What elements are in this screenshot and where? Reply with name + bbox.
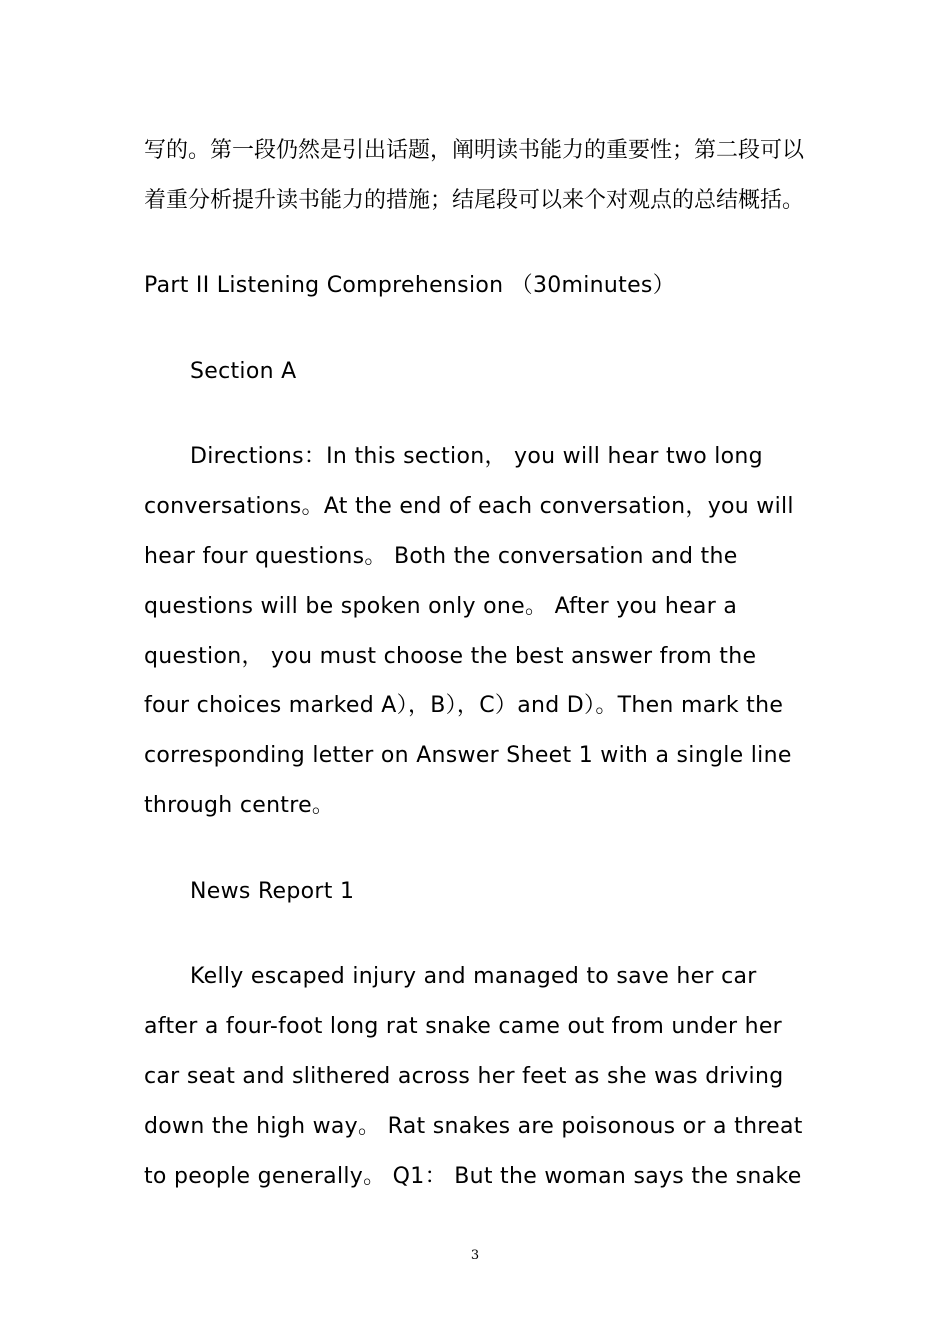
news-report-title: News Report 1 — [190, 879, 355, 904]
news-body-line-2: after a four-foot long rat snake came out from under her — [144, 1014, 783, 1039]
directions-line-5: question， you must choose the best answer from the — [144, 644, 757, 669]
news-body-line-3: car seat and slithered across her feet as she was driving — [144, 1064, 784, 1089]
news-body-line-5: to people generally。 Q1： But the woman says the snake — [144, 1164, 802, 1189]
directions-line-1: Directions：In this section， you will hear two long — [190, 444, 763, 469]
page-number: 3 — [470, 1248, 480, 1263]
directions-line-8: through centre。 — [144, 793, 335, 818]
intro-line-1: 写的。第一段仍然是引出话题，阐明读书能力的重要性；第二段可以 — [144, 138, 805, 163]
directions-line-7: corresponding letter on Answer Sheet 1 with a single line — [144, 743, 792, 768]
news-body-line-4: down the high way。 Rat snakes are poisonous or a threat — [144, 1114, 803, 1139]
directions-line-4: questions will be spoken only one。 After you hear a — [144, 594, 738, 619]
news-body-line-1: Kelly escaped injury and managed to save her car — [190, 964, 757, 989]
intro-line-2: 着重分析提升读书能力的措施；结尾段可以来个对观点的总结概括。 — [144, 188, 805, 213]
directions-line-2: conversations。At the end of each conversation，you will — [144, 494, 794, 519]
part-title: Part II Listening Comprehension （30minutes） — [144, 273, 675, 298]
section-title: Section A — [190, 359, 297, 384]
directions-line-6: four choices marked A），B），C）and D）。Then mark the — [144, 693, 784, 718]
directions-line-3: hear four questions。 Both the conversation and the — [144, 544, 738, 569]
